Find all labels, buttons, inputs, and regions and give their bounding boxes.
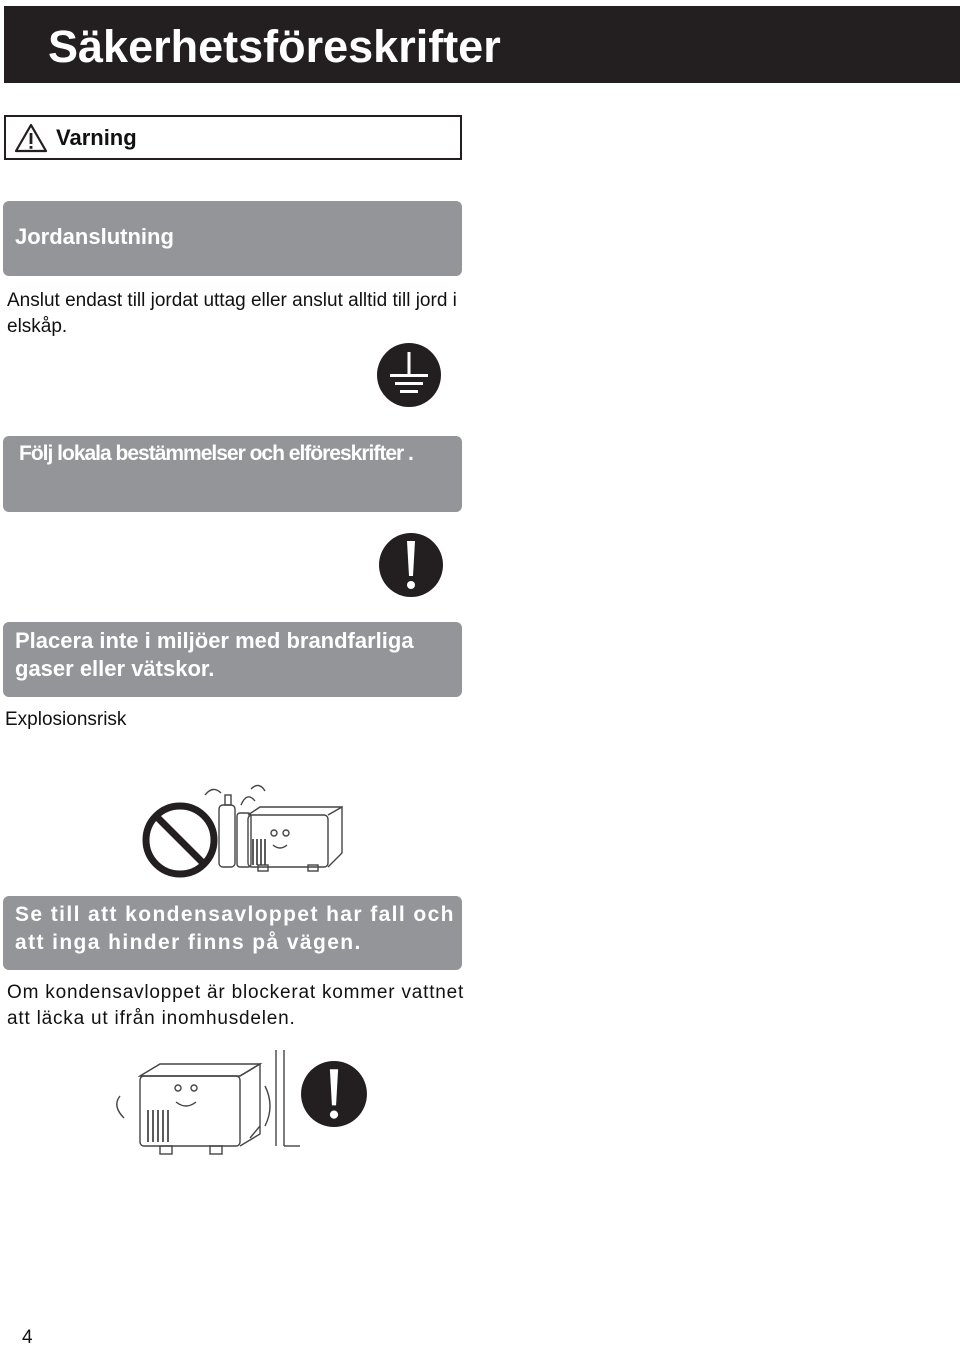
section-body-grounding: Anslut endast till jordat uttag eller anslut alltid till jord i elskåp. (7, 290, 457, 337)
drain-illustration (100, 1046, 300, 1168)
section-heading-flammable (3, 622, 462, 697)
page-title-bar (4, 6, 960, 83)
section-body-flammable: Explosionsrisk (5, 709, 127, 730)
section-heading-regulations (3, 436, 462, 512)
section-body-drain: Om kondensavloppet är blockerat kommer vattnet att läcka ut ifrån inomhusdelen. (7, 982, 465, 1029)
section-heading-text: Placera inte i miljöer med brandfarliga gaser eller vätskor. (15, 628, 414, 681)
section-heading-text: Jordanslutning (15, 224, 174, 249)
warning-triangle-icon (14, 123, 48, 153)
ground-icon (376, 342, 442, 408)
section-heading-drain (3, 896, 462, 970)
mandatory-exclamation-icon (300, 1060, 368, 1128)
section-heading-grounding (3, 201, 462, 276)
flammable-illustration (133, 775, 350, 887)
warning-box (4, 115, 462, 160)
section-heading-text: Följ lokala bestämmelser och elföreskrifter . (19, 442, 413, 465)
page-number: 4 (22, 1327, 33, 1348)
mandatory-exclamation-icon (378, 532, 444, 598)
warning-label: Varning (56, 125, 137, 150)
section-heading-text: Se till att kondensavloppet har fall och att inga hinder finns på vägen. (15, 903, 455, 954)
page-title: Säkerhetsföreskrifter (48, 21, 501, 72)
prohibition-icon (146, 806, 214, 874)
